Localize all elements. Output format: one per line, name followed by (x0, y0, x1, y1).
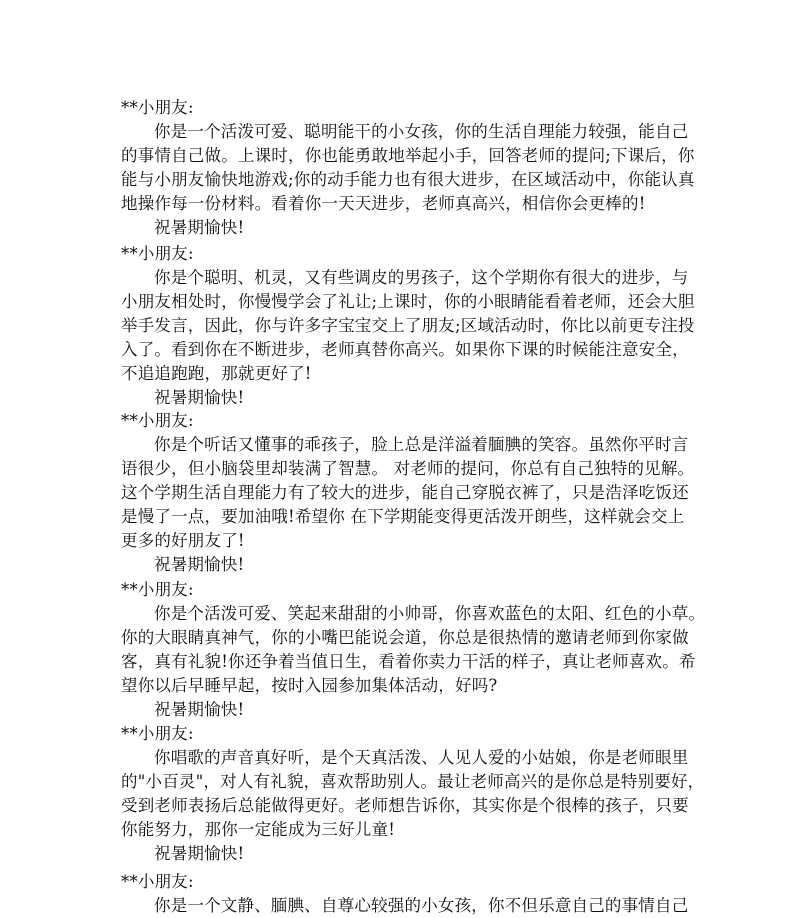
entry-line: 你是个听话又懂事的乖孩子，脸上总是洋溢着腼腆的笑容。虽然你平时言 (154, 435, 689, 454)
comment-entry (121, 870, 691, 918)
entry-closing: 祝暑期愉快! (154, 700, 245, 719)
entry-line: 你是一个活泼可爱、聪明能干的小女孩，你的生活自理能力较强，能自己 (154, 122, 689, 141)
entry-line: 地操作每一份材料。看着你一天天进步，老师真高兴，相信你会更棒的! (121, 194, 646, 213)
entry-line: 你是个聪明、机灵，又有些调皮的男孩子，这个学期你有很大的进步，与 (154, 268, 689, 287)
entry-greeting: **小朋友: (121, 411, 194, 430)
entry-line: 你的大眼睛真神气，你的小嘴巴能说会道，你总是很热情的邀请老师到你家做 (121, 628, 689, 647)
entry-line: 你是一个文静、腼腆、自尊心较强的小女孩，你不但乐意自己的事情自己 (154, 896, 689, 915)
entry-line: 更多的好朋友了! (121, 531, 245, 550)
entry-greeting: **小朋友: (121, 872, 194, 891)
entry-line: 受到老师表扬后总能做得更好。老师想告诉你，其实你是个很棒的孩子，只要 (121, 796, 689, 815)
entry-line: 入了。看到你在不断进步，老师真替你高兴。如果你下课的时候能注意安全， (121, 340, 689, 359)
entry-line: 客，真有礼貌!你还争着当值日生，看着你卖力干活的样子，真让老师喜欢。希 (121, 652, 696, 671)
comment-entry (121, 722, 705, 866)
entry-line: 的"小百灵"，对人有礼貌，喜欢帮助别人。最让老师高兴的是你总是特别要好， (121, 772, 705, 791)
entry-line: 的事情自己做。上课时，你也能勇敢地举起小手，回答老师的提问;下课后，你 (121, 146, 695, 165)
entry-line: 你能努力，那你一定能成为三好儿童! (121, 820, 396, 839)
entry-closing: 祝暑期愉快! (154, 218, 245, 237)
entry-greeting: **小朋友: (121, 244, 194, 263)
entry-greeting: **小朋友: (121, 580, 194, 599)
entry-closing: 祝暑期愉快! (154, 844, 245, 863)
comment-entry (121, 242, 695, 410)
entry-line: 能与小朋友愉快地游戏;你的动手能力也有很大进步，在区域活动中，你能认真 (121, 170, 695, 189)
comment-entry (121, 578, 706, 722)
entry-line: 你是个活泼可爱、笑起来甜甜的小帅哥，你喜欢蓝色的太阳、红色的小草。 (154, 604, 706, 623)
entry-line: 望你以后早睡早起，按时入园参加集体活动，好吗? (121, 676, 498, 695)
entry-line: 语很少，但小脑袋里却装满了智慧。 对老师的提问，你总有自己独特的见解。 (121, 459, 695, 478)
comment-entry (121, 96, 695, 240)
entry-greeting: **小朋友: (121, 98, 194, 117)
entry-line: 不追追跑跑，那就更好了! (121, 364, 312, 383)
entry-line: 举手发言，因此，你与许多字宝宝交上了朋友;区域活动时，你比以前更专注投 (121, 316, 695, 335)
entry-line: 小朋友相处时，你慢慢学会了礼让;上课时，你的小眼睛能看着老师，还会大胆 (121, 292, 695, 311)
entry-line: 这个学期生活自理能力有了较大的进步，能自己穿脱衣裤了，只是浩泽吃饭还 (121, 483, 689, 502)
entry-closing: 祝暑期愉快! (154, 388, 245, 407)
entry-greeting: **小朋友: (121, 724, 194, 743)
comment-entry (121, 409, 695, 577)
entry-line: 是慢了一点，要加油哦!希望你 在下学期能变得更活泼开朗些，这样就会交上 (121, 507, 685, 526)
entry-line: 你唱歌的声音真好听，是个天真活泼、人见人爱的小姑娘，你是老师眼里 (154, 748, 689, 767)
entry-closing: 祝暑期愉快! (154, 555, 245, 574)
